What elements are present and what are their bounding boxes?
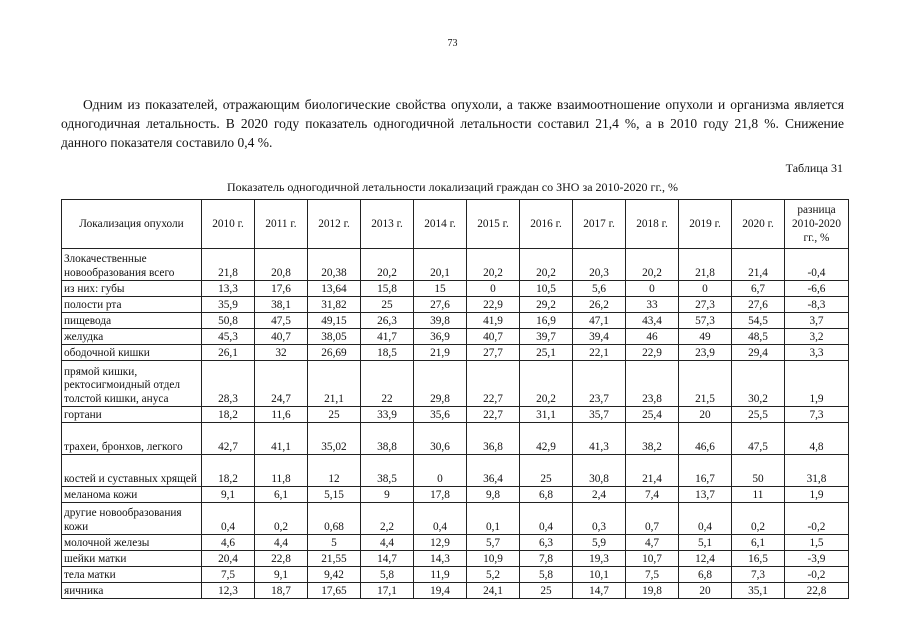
cell-difference: 1,9 [785,361,849,407]
cell-value: 6,1 [732,535,785,551]
table-row [62,423,849,455]
cell-value: 2,2 [361,503,414,535]
cell-localization: полости рта [62,297,202,313]
cell-value: 41,9 [467,313,520,329]
cell-value: 25 [520,455,573,487]
cell-value: 7,3 [732,567,785,583]
cell-value: 0,1 [467,503,520,535]
cell-value: 0,7 [626,503,679,535]
cell-value: 12,9 [414,535,467,551]
cell-value: 7,8 [520,551,573,567]
cell-value: 31,1 [520,407,573,423]
cell-value: 41,1 [255,423,308,455]
cell-value: 16,7 [679,455,732,487]
cell-localization: из них: губы [62,281,202,297]
cell-value: 43,4 [626,313,679,329]
table-row [62,297,849,313]
cell-value: 20,2 [467,249,520,281]
cell-value: 18,5 [361,345,414,361]
cell-localization: молочной железы [62,535,202,551]
header-year: 2012 г. [308,200,361,249]
cell-value: 0,4 [202,503,255,535]
table-row [62,535,849,551]
cell-value: 0 [626,281,679,297]
header-year: 2017 г. [573,200,626,249]
cell-difference: 22,8 [785,583,849,599]
cell-value: 22,9 [626,345,679,361]
cell-difference: 7,3 [785,407,849,423]
cell-value: 19,4 [414,583,467,599]
cell-value: 10,5 [520,281,573,297]
table-body [62,249,849,599]
cell-value: 38,05 [308,329,361,345]
cell-localization: шейки матки [62,551,202,567]
header-year: 2020 г. [732,200,785,249]
cell-value: 38,5 [361,455,414,487]
cell-value: 17,65 [308,583,361,599]
cell-value: 0,2 [255,503,308,535]
cell-value: 18,2 [202,407,255,423]
cell-value: 30,2 [732,361,785,407]
cell-value: 25,1 [520,345,573,361]
cell-value: 23,9 [679,345,732,361]
cell-value: 15,8 [361,281,414,297]
cell-localization: ободочной кишки [62,345,202,361]
cell-value: 20,8 [255,249,308,281]
cell-value: 10,1 [573,567,626,583]
cell-value: 28,3 [202,361,255,407]
cell-value: 9,8 [467,487,520,503]
cell-value: 13,7 [679,487,732,503]
cell-localization: костей и суставных хрящей [62,455,202,487]
header-year: 2016 г. [520,200,573,249]
header-year: 2018 г. [626,200,679,249]
cell-value: 23,7 [573,361,626,407]
cell-value: 20,3 [573,249,626,281]
cell-localization: тела матки [62,567,202,583]
cell-value: 0,3 [573,503,626,535]
cell-value: 39,8 [414,313,467,329]
table-row [62,249,849,281]
cell-value: 21,1 [308,361,361,407]
cell-value: 21,4 [732,249,785,281]
cell-value: 20,2 [520,249,573,281]
cell-value: 20 [679,407,732,423]
cell-value: 42,9 [520,423,573,455]
cell-value: 35,9 [202,297,255,313]
cell-value: 21,4 [626,455,679,487]
cell-value: 25,5 [732,407,785,423]
cell-difference: 4,8 [785,423,849,455]
table-row [62,503,849,535]
cell-value: 21,55 [308,551,361,567]
cell-difference: -0,2 [785,567,849,583]
cell-value: 6,8 [679,567,732,583]
cell-value: 9,1 [255,567,308,583]
header-year: 2014 г. [414,200,467,249]
cell-value: 11 [732,487,785,503]
cell-value: 41,7 [361,329,414,345]
cell-value: 5,8 [520,567,573,583]
cell-value: 38,2 [626,423,679,455]
cell-value: 47,5 [255,313,308,329]
cell-value: 57,3 [679,313,732,329]
table-row [62,345,849,361]
cell-value: 6,8 [520,487,573,503]
cell-localization: меланома кожи [62,487,202,503]
cell-value: 20,4 [202,551,255,567]
cell-value: 13,64 [308,281,361,297]
cell-value: 27,7 [467,345,520,361]
header-localization: Локализация опухоли [62,200,202,249]
cell-value: 5,1 [679,535,732,551]
cell-value: 39,7 [520,329,573,345]
cell-value: 33 [626,297,679,313]
cell-value: 38,8 [361,423,414,455]
cell-localization: прямой кишки, ректосигмоидный отдел толстой кишки, ануса [62,361,202,407]
cell-value: 46,6 [679,423,732,455]
cell-value: 50 [732,455,785,487]
cell-value: 0,4 [520,503,573,535]
cell-value: 20,2 [520,361,573,407]
cell-value: 13,3 [202,281,255,297]
cell-value: 18,2 [202,455,255,487]
cell-value: 16,5 [732,551,785,567]
cell-value: 21,9 [414,345,467,361]
cell-value: 12,3 [202,583,255,599]
cell-value: 36,9 [414,329,467,345]
cell-value: 11,9 [414,567,467,583]
cell-localization: трахеи, бронхов, легкого [62,423,202,455]
cell-value: 5,7 [467,535,520,551]
cell-value: 14,7 [361,551,414,567]
cell-value: 46 [626,329,679,345]
cell-value: 9,42 [308,567,361,583]
cell-value: 15 [414,281,467,297]
cell-value: 35,6 [414,407,467,423]
cell-value: 29,8 [414,361,467,407]
cell-value: 29,4 [732,345,785,361]
cell-value: 0 [679,281,732,297]
cell-value: 33,9 [361,407,414,423]
table-row [62,407,849,423]
cell-value: 12,4 [679,551,732,567]
cell-value: 12 [308,455,361,487]
cell-value: 45,3 [202,329,255,345]
cell-value: 27,6 [732,297,785,313]
cell-value: 6,3 [520,535,573,551]
cell-value: 17,1 [361,583,414,599]
cell-value: 38,1 [255,297,308,313]
cell-value: 7,5 [202,567,255,583]
cell-value: 32 [255,345,308,361]
cell-value: 17,8 [414,487,467,503]
table-row [62,455,849,487]
table-row [62,361,849,407]
cell-value: 11,6 [255,407,308,423]
cell-value: 41,3 [573,423,626,455]
cell-value: 22,8 [255,551,308,567]
cell-value: 27,6 [414,297,467,313]
header-year: 2013 г. [361,200,414,249]
cell-localization: Злокачественные новообразования всего [62,249,202,281]
cell-difference: 3,2 [785,329,849,345]
cell-difference: 3,7 [785,313,849,329]
table-row [62,583,849,599]
table-row [62,567,849,583]
cell-localization: другие новообразования кожи [62,503,202,535]
cell-value: 4,4 [361,535,414,551]
cell-value: 35,02 [308,423,361,455]
cell-value: 20 [679,583,732,599]
cell-value: 10,7 [626,551,679,567]
cell-value: 30,6 [414,423,467,455]
header-year: 2019 г. [679,200,732,249]
cell-value: 23,8 [626,361,679,407]
cell-value: 20,2 [361,249,414,281]
cell-difference: -8,3 [785,297,849,313]
table-row [62,551,849,567]
cell-value: 14,3 [414,551,467,567]
cell-value: 26,69 [308,345,361,361]
cell-value: 0 [467,281,520,297]
cell-difference: 1,9 [785,487,849,503]
cell-value: 36,4 [467,455,520,487]
cell-localization: гортани [62,407,202,423]
cell-value: 5,9 [573,535,626,551]
cell-difference: -6,6 [785,281,849,297]
cell-value: 0,4 [679,503,732,535]
cell-value: 31,82 [308,297,361,313]
cell-difference: -0,4 [785,249,849,281]
cell-value: 47,5 [732,423,785,455]
cell-value: 22,7 [467,407,520,423]
cell-value: 0,68 [308,503,361,535]
cell-value: 25 [361,297,414,313]
table-row [62,487,849,503]
cell-value: 26,1 [202,345,255,361]
page-number: 73 [447,38,458,49]
cell-value: 5,8 [361,567,414,583]
table-caption: Показатель одногодичной летальности локализаций граждан со ЗНО за 2010-2020 гг., % [226,180,679,194]
cell-value: 4,6 [202,535,255,551]
cell-value: 5,6 [573,281,626,297]
cell-value: 25,4 [626,407,679,423]
cell-localization: пищевода [62,313,202,329]
header-difference: разница 2010-2020 гг., % [785,200,849,249]
cell-value: 49 [679,329,732,345]
cell-value: 54,5 [732,313,785,329]
cell-value: 39,4 [573,329,626,345]
cell-value: 14,7 [573,583,626,599]
cell-value: 42,7 [202,423,255,455]
cell-value: 27,3 [679,297,732,313]
cell-value: 10,9 [467,551,520,567]
cell-difference: 31,8 [785,455,849,487]
cell-value: 11,8 [255,455,308,487]
cell-value: 26,3 [361,313,414,329]
cell-localization: яичника [62,583,202,599]
cell-value: 2,4 [573,487,626,503]
table-row [62,329,849,345]
cell-value: 20,38 [308,249,361,281]
cell-value: 22,9 [467,297,520,313]
cell-value: 7,4 [626,487,679,503]
cell-value: 36,8 [467,423,520,455]
cell-value: 0,2 [732,503,785,535]
cell-value: 21,8 [679,249,732,281]
cell-value: 5 [308,535,361,551]
cell-value: 5,2 [467,567,520,583]
cell-value: 19,3 [573,551,626,567]
cell-value: 24,1 [467,583,520,599]
cell-value: 21,8 [202,249,255,281]
cell-value: 19,8 [626,583,679,599]
cell-value: 5,15 [308,487,361,503]
cell-value: 4,4 [255,535,308,551]
cell-value: 4,7 [626,535,679,551]
cell-value: 7,5 [626,567,679,583]
cell-value: 47,1 [573,313,626,329]
cell-value: 16,9 [520,313,573,329]
cell-value: 0,4 [414,503,467,535]
header-year: 2011 г. [255,200,308,249]
mortality-table [61,199,849,599]
header-year: 2010 г. [202,200,255,249]
cell-value: 35,1 [732,583,785,599]
cell-value: 9 [361,487,414,503]
cell-localization: желудка [62,329,202,345]
cell-value: 26,2 [573,297,626,313]
cell-value: 40,7 [255,329,308,345]
cell-value: 21,5 [679,361,732,407]
header-year: 2015 г. [467,200,520,249]
cell-value: 17,6 [255,281,308,297]
cell-value: 22 [361,361,414,407]
cell-value: 9,1 [202,487,255,503]
table-row [62,313,849,329]
cell-value: 0 [414,455,467,487]
cell-value: 50,8 [202,313,255,329]
table-label: Таблица 31 [785,161,843,175]
cell-difference: 3,3 [785,345,849,361]
cell-value: 49,15 [308,313,361,329]
cell-value: 25 [520,583,573,599]
cell-value: 22,1 [573,345,626,361]
cell-value: 6,7 [732,281,785,297]
cell-difference: -0,2 [785,503,849,535]
table-row [62,281,849,297]
cell-value: 20,1 [414,249,467,281]
intro-paragraph: Одним из показателей, отражающим биологические свойства опухоли, а также взаимоотношение опухоли и организма является одногодичная летальность. В 2020 году показатель одногодичной летальности составил 21,4 %, а в 2010 году 21,8 %. Снижение данного показателя составило 0,4 %. [61,97,844,150]
table-header-row [62,200,849,249]
cell-difference: -3,9 [785,551,849,567]
cell-value: 6,1 [255,487,308,503]
cell-value: 20,2 [626,249,679,281]
cell-value: 30,8 [573,455,626,487]
cell-difference: 1,5 [785,535,849,551]
cell-value: 25 [308,407,361,423]
cell-value: 40,7 [467,329,520,345]
cell-value: 35,7 [573,407,626,423]
cell-value: 48,5 [732,329,785,345]
cell-value: 18,7 [255,583,308,599]
cell-value: 29,2 [520,297,573,313]
cell-value: 24,7 [255,361,308,407]
cell-value: 22,7 [467,361,520,407]
